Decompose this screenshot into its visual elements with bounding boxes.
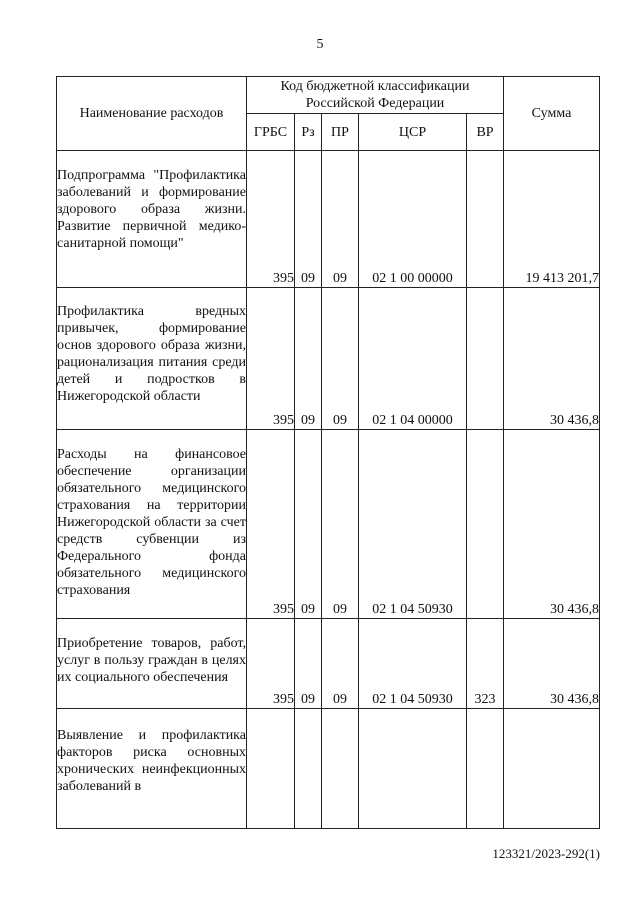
row-sum: [504, 709, 600, 829]
header-code-group: Код бюджетной классификации Российской Федерации: [247, 77, 504, 114]
budget-table: [56, 76, 600, 829]
header-csr: ЦСР: [359, 114, 467, 151]
row-pr: 09: [322, 151, 359, 288]
row-vr: [467, 430, 504, 619]
header-pr: ПР: [322, 114, 359, 151]
row-csr: [359, 709, 467, 829]
row-name: Выявление и профилактика факторов риска основных хронических неинфекционных заболеваний в: [57, 709, 247, 829]
row-rz: [295, 709, 322, 829]
row-sum: 19 413 201,7: [504, 151, 600, 288]
table-row: [57, 709, 600, 829]
row-rz: 09: [295, 151, 322, 288]
page-number: 5: [316, 37, 324, 52]
row-rz: 09: [295, 430, 322, 619]
row-pr: 09: [322, 619, 359, 709]
row-name: Профилактика вредных привычек, формирование основ здорового образа жизни, рационализация питания среди детей и подростков в Нижегородской области: [57, 288, 247, 430]
row-sum: 30 436,8: [504, 619, 600, 709]
row-grbs: 395: [247, 619, 295, 709]
row-sum: 30 436,8: [504, 288, 600, 430]
row-sum: 30 436,8: [504, 430, 600, 619]
row-grbs: 395: [247, 288, 295, 430]
row-grbs: [247, 709, 295, 829]
row-rz: 09: [295, 288, 322, 430]
row-vr: 323: [467, 619, 504, 709]
row-vr: [467, 709, 504, 829]
row-csr: 02 1 04 00000: [359, 288, 467, 430]
table-row: [57, 151, 600, 288]
header-sum: Сумма: [504, 77, 600, 151]
row-csr: 02 1 04 50930: [359, 619, 467, 709]
header-grbs: ГРБС: [247, 114, 295, 151]
row-name: Подпрограмма "Профилактика заболеваний и формирование здорового образа жизни. Развитие первичной медико-санитарной помощи": [57, 151, 247, 288]
row-grbs: 395: [247, 151, 295, 288]
table-row: [57, 430, 600, 619]
row-csr: 02 1 00 00000: [359, 151, 467, 288]
table-row: [57, 619, 600, 709]
row-pr: 09: [322, 430, 359, 619]
row-vr: [467, 288, 504, 430]
header-vr: ВР: [467, 114, 504, 151]
row-pr: 09: [322, 288, 359, 430]
row-pr: [322, 709, 359, 829]
row-grbs: 395: [247, 430, 295, 619]
header-rz: Рз: [295, 114, 322, 151]
row-csr: 02 1 04 50930: [359, 430, 467, 619]
row-name: Приобретение товаров, работ, услуг в пользу граждан в целях их социального обеспечения: [57, 619, 247, 709]
table-row: [57, 288, 600, 430]
header-name: Наименование расходов: [57, 77, 247, 151]
document-number: 123321/2023-292(1): [492, 846, 600, 861]
row-name: Расходы на финансовое обеспечение организации обязательного медицинского страхования на территории Нижегородской области за счет средств субвенции из Федерального фонда обязательного медицинского страхования: [57, 430, 247, 619]
row-vr: [467, 151, 504, 288]
row-rz: 09: [295, 619, 322, 709]
